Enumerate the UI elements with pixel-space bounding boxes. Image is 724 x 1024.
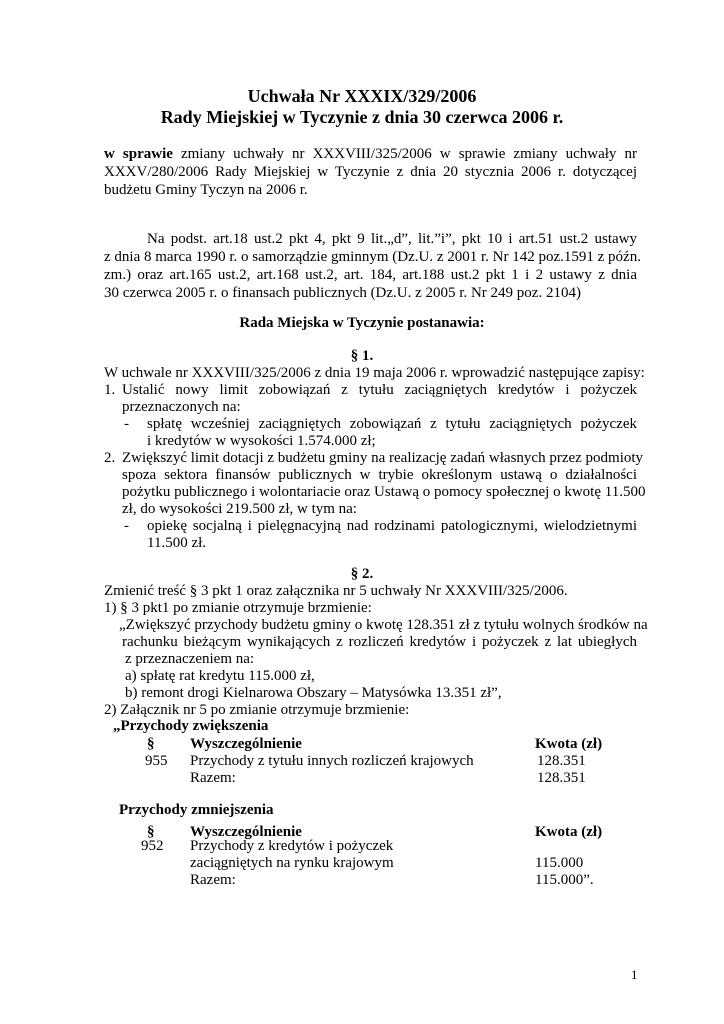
item-1-dash: - [124,416,129,432]
decrease-row-amount: 115.000 [535,855,584,871]
quote-item-b: b) remont drogi Kielnarowa Obszary – Matysówka 13.351 zł”, [125,685,502,701]
basis-line-2: z dnia 8 marca 1990 r. o samorządzie gminnym (Dz.U. z 2001 r. Nr 142 poz.1591 z późn. [104,249,641,265]
decrease-row-description-line-1: Przychody z kredytów i pożyczek [190,838,394,854]
increase-row-amount: 128.351 [537,753,586,769]
decrease-total-amount: 115.000”. [535,872,594,888]
section-1-heading: § 1. [350,348,374,364]
item-1-line-2: przeznaczonych na: [122,399,241,415]
increase-col-section: § [147,736,155,752]
quote-line-1: „Zwiększyć przychody budżetu gminy o kwotę 128.351 zł z tytułu wolnych środków na [119,617,648,633]
quote-item-a: a) spłatę rat kredytu 115.000 zł, [125,668,315,684]
decrease-col-amount: Kwota (zł) [535,824,603,840]
section-1-intro: W uchwale nr XXXVIII/325/2006 z dnia 19 maja 2006 r. wprowadzić następujące zapisy: [104,365,645,381]
increase-total-amount: 128.351 [537,770,586,786]
subject-bold-label: w sprawie [104,146,173,162]
title-line-1: Uchwała Nr XXXIX/329/2006 [247,86,477,106]
decrease-total-label: Razem: [190,872,236,888]
subject-line-1-text: zmiany uchwały nr XXXVIII/325/2006 w sprawie zmiany uchwały nr [180,146,637,162]
item-1-sub-line-2: i kredytów w wysokości 1.574.000 zł; [147,433,376,449]
increase-row-description: Przychody z tytułu innych rozliczeń krajowych [190,753,474,769]
item-2-line-1: Zwiększyć limit dotacji z budżetu gminy na realizację zadań własnych przez podmioty [122,450,644,466]
item-1-number: 1. [104,382,116,398]
increase-col-amount: Kwota (zł) [535,736,603,752]
decrease-table-heading: Przychody zmniejszenia [119,802,274,818]
basis-line-1: Na podst. art.18 ust.2 pkt 4, pkt 9 lit.„d”, lit.”i”, pkt 10 i art.51 ust.2 ustawy [147,231,637,247]
decrease-row-description-line-2: zaciągniętych na rynku krajowym [190,855,394,871]
item-2-dash: - [124,518,129,534]
quote-line-3: z przeznaczeniem na: [125,651,255,667]
item-1-line-1: Ustalić nowy limit zobowiązań z tytułu zaciągniętych kredytów i pożyczek [122,382,637,398]
section-2-point-1: 1) § 3 pkt1 po zmianie otrzymuje brzmienie: [104,600,372,616]
item-2-number: 2. [104,450,116,466]
item-2-line-3: pożytku publicznego i wolontariacie oraz Ustawą o pomocy społecznej o kwotę 11.500 [122,484,646,500]
decrease-col-description: Wyszczególnienie [190,824,302,840]
increase-total-label: Razem: [190,770,236,786]
increase-table-heading: „Przychody zwiększenia [113,718,269,734]
item-2-sub-line-1: opiekę socjalną i pielęgnacyjną nad rodzinami patologicznymi, wielodzietnymi [147,518,637,534]
section-2-point-2: 2) Załącznik nr 5 po zmianie otrzymuje brzmienie: [104,702,410,718]
item-2-line-2: spoza sektora finansów publicznych w trybie określonym ustawą o działalności [122,467,637,483]
decrease-row-section: 952 [141,838,164,854]
item-1-sub-line-1: spłatę wcześniej zaciągniętych zobowiązań z tytułu zaciągniętych pożyczek [147,416,637,432]
quote-line-2: rachunku bieżącym wynikających z rozliczeń kredytów i pożyczek z lat ubiegłych [122,634,637,650]
subject-line-2: XXXV/280/2006 Rady Miejskiej w Tyczynie z dnia 20 stycznia 2006 r. dotyczącej [104,164,637,180]
resolves-heading: Rada Miejska w Tyczynie postanawia: [239,315,485,331]
subject-line-3: budżetu Gminy Tyczyn na 2006 r. [104,182,308,198]
page-number: 1 [631,967,638,982]
increase-row-section: 955 [145,753,168,769]
item-2-sub-line-2: 11.500 zł. [147,535,207,551]
basis-line-3: zm.) oraz art.165 ust.2, art.168 ust.2, art. 184, art.188 ust.2 pkt 1 i 2 ustawy z dnia [104,267,637,283]
basis-line-4: 30 czerwca 2005 r. o finansach publicznych (Dz.U. z 2005 r. Nr 249 poz. 2104) [104,285,581,301]
increase-col-description: Wyszczególnienie [190,736,302,752]
decrease-col-section: § [147,824,155,840]
title-line-2: Rady Miejskiej w Tyczynie z dnia 30 czerwca 2006 r. [160,107,564,127]
item-2-line-4: zł, do wysokości 219.500 zł, w tym na: [122,501,357,517]
subject-line-1 [104,146,637,163]
section-2-heading: § 2. [350,566,374,582]
section-2-intro: Zmienić treść § 3 pkt 1 oraz załącznika nr 5 uchwały Nr XXXVIII/325/2006. [104,583,568,599]
